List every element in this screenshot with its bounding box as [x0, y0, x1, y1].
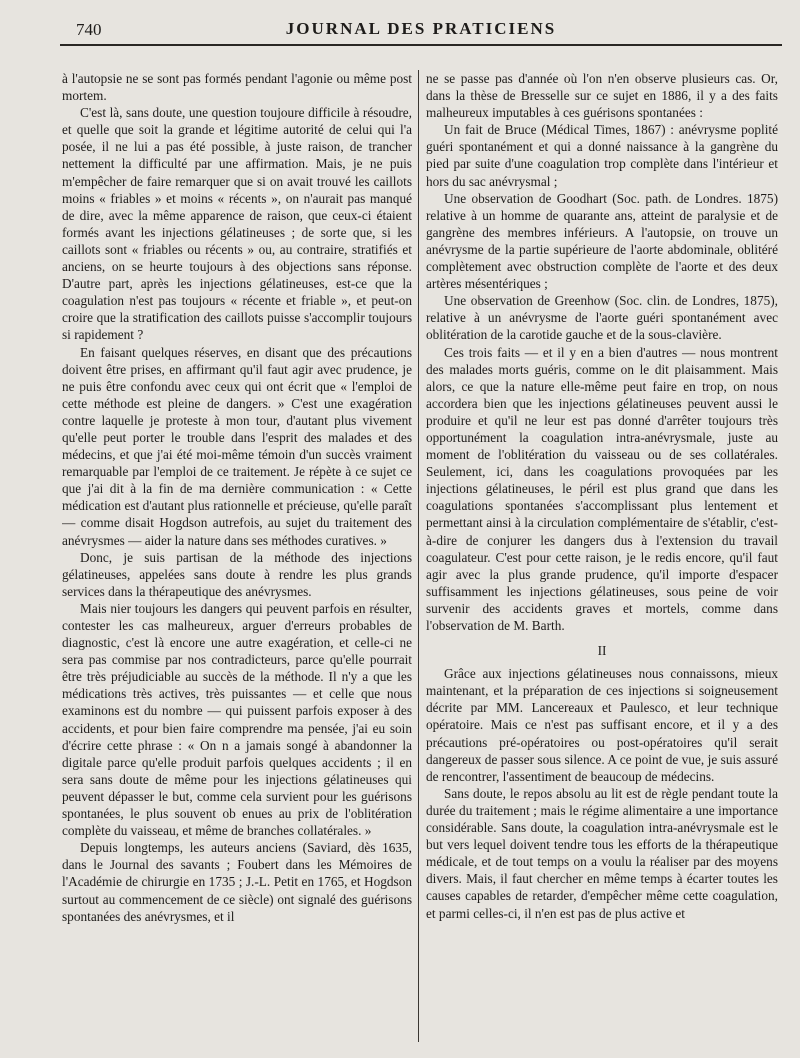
right-column: [426, 70, 778, 1050]
page-number: 740: [76, 20, 102, 39]
paragraph: Une observation de Goodhart (Soc. path. de Londres. 1875) relative à un homme de quarante ans, atteint de paralysie et de gangrène des membres inférieurs. A l'autopsie, on trouve un anévrysme de la partie supérieure de l'aorte abdominale, oblitéré complètement avec obstruction complète de l'aorte et des deux artères mésentériques ;: [426, 190, 778, 292]
paragraph: Donc, je suis partisan de la méthode des injections gélatineuses, appelées sans doute à rendre les plus grands services dans la thérapeutique des anévrysmes.: [62, 549, 412, 599]
paragraph: Grâce aux injections gélatineuses nous connaissons, mieux maintenant, et la préparation de ces injections si soigneusement décrite par MM. Lancereaux et Paulesco, et leur technique opératoire. Mais ce n'est pas suffisant encore, et il y a des précautions pré-opératoires ou post-opératoires qu'il serait dangereux de passer sous silence. A ce point de vue, je suis assuré de rencontrer, l'assentiment de beaucoup de médecins.: [426, 666, 778, 784]
page-header: [60, 14, 782, 46]
paragraph: En faisant quelques réserves, en disant que des précautions doivent être prises, en affirmant qu'il faut agir avec prudence, je ne puis être confondu avec ceux qui ont écrit que « l'emploi de cette méthode est pleine de dangers. » C'est une exagération contre laquelle je proteste à mon tour, d'autant plus vivement qu'elle peut porter le trouble dans l'esprit des malades et des médecins, et que j'ai été moi-même témoin d'un succès vraiment remarquable par l'emploi de ce traitement. Je répète à ce sujet ce que j'ai dit à la fin de ma dernière communication : « Cette médication est d'autant plus rationnelle et précieuse, qu'elle paraît — comme disait Hogdson autrefois, au sujet du traitement des anévrysmes — aider la nature dans ses méthodes curatives. »: [62, 344, 412, 548]
paragraph: Une observation de Greenhow (Soc. clin. de Londres, 1875), relative à un anévrysme de l'aorte guéri spontanément avec oblitération de la carotide gauche et de la sous-clavière.: [426, 293, 778, 343]
paragraph: C'est là, sans doute, une question toujoure difficile à résoudre, et quelle que soit la grande et légitime autorité de celui qui l'a posée, il ne lui a pas été possible, à juste raison, de trancher nettement la difficulté par une affirmation. Mais, je ne puis m'empêcher de faire remarquer que si on avait trouvé les caillots moins « friables » et moins « récents », on n'aurait pas manqué de dire, avec la même apparence de raison, que ceux-ci étaient formés avant les injections gélatineuses ; de sorte que, si les caillots sont « friables ou récents » ou, au contraire, stratifiés et anciens, on se heurte toujours à des objections sans réponse. D'autre part, après les injections gélatineuses, est-ce que la coagulation n'est pas toujours « récente et friable », et peut-on croire que la stratification des caillots puisse s'accomplir toujours si rapidement ?: [62, 105, 412, 343]
paragraph: Mais nier toujours les dangers qui peuvent parfois en résulter, contester les cas malheureux, arguer d'erreurs probables de diagnostic, c'est là encore une autre exagération, et celle-ci ne sera pas commise par nos contradicteurs, parce qu'elle pourrait être très préjudiciable au succès de la méthode. Il n'y a que les médications très actives, très puissantes — et celle que nous examinons est du nombre — qui puissent parfois exposer à des accidents, et pour bien faire comprendre ma pensée, j'ai eu soin d'écrire cette phrase : « On n a jamais songé à abandonner la digitale parce qu'elle produit parfois quelques accidents ; il en sera sans doute de même pour les injections gélatineuses qui peuvent dépasser le but, comme cela survient pour les guérisons spontanées, le plus souvent ob enues au prix de l'oblitération complète du vaisseau, et même de branches collatérales. »: [62, 600, 412, 839]
paragraph: Sans doute, le repos absolu au lit est de règle pendant toute la durée du traitement ; mais le régime alimentaire a une importance considérable. Sans doute, la coagulation intra-anévrysmale est le but vers lequel doivent tendre tous les efforts de la thérapeutique médicale, et de tout temps on a voulu la réaliser par des moyens divers. Mais, il faut chercher en même temps à écarter toutes les causes capables de retarder, d'empêcher même cette coagulation, et parmi celles-ci, il n'en est pas de plus active et: [426, 785, 778, 921]
column-divider: [418, 70, 419, 1042]
journal-title: JOURNAL DES PRATICIENS: [285, 19, 557, 38]
paragraph: Ces trois faits — et il y en a bien d'autres — nous montrent des malades morts guéris, comme on le dit plaisamment. Mais alors, ce que la nature elle-même peut faire en trop, on nous accordera bien que les injections gélatineuses peuvent aussi le produire et qu'il ne leur est pas donné d'arrêter toujours très opportunément la coagulation intra-anévrysmale, juste au moment de l'oblitération du vaisseau ou de ses collatérales. Seulement, ici, dans les coagulations provoquées par les injections gélatineuses, le péril est plus grand que dans les coagulations spontanées s'accomplissant plus lentement et permettant ainsi à la circulation complémentaire de s'établir, c'est-à-dire de conjurer les dangers dus à l'extension du travail coagulateur. C'est pour cette raison, je le redis encore, qu'il faut agir avec la plus grande prudence, qu'il importe d'espacer suffisamment les injections gélatineuses, sous peine de voir survenir des accidents graves et mortels, comme dans l'observation de M. Barth.: [426, 344, 778, 633]
paragraph: à l'autopsie ne se sont pas formés pendant l'agonie ou même post mortem.: [62, 71, 412, 104]
left-column: [62, 70, 412, 1050]
paragraph: Depuis longtemps, les auteurs anciens (Saviard, dès 1635, dans le Journal des savants ; Foubert dans les Mémoires de l'Académie de chirurgie en 1735 ; J.-L. Petit en 1765, et Hogdson surtout au commencement de ce siècle) ont signalé des guérisons spontanées des anévrysmes, et il: [62, 840, 412, 924]
section-number: II: [597, 643, 607, 659]
paragraph: ne se passe pas d'année où l'on n'en observe plusieurs cas. Or, dans la thèse de Bresselle sur ce sujet en 1886, il y a des faits malheureux imputables à ces guérisons spontanées :: [426, 71, 778, 121]
paragraph: Un fait de Bruce (Médical Times, 1867) : anévrysme poplité guéri spontanément et qui a donné naissance à la gangrène du pied par suite d'une coagulation trop complète dans l'intérieur et hors du sac anévrysmal ;: [426, 122, 778, 189]
